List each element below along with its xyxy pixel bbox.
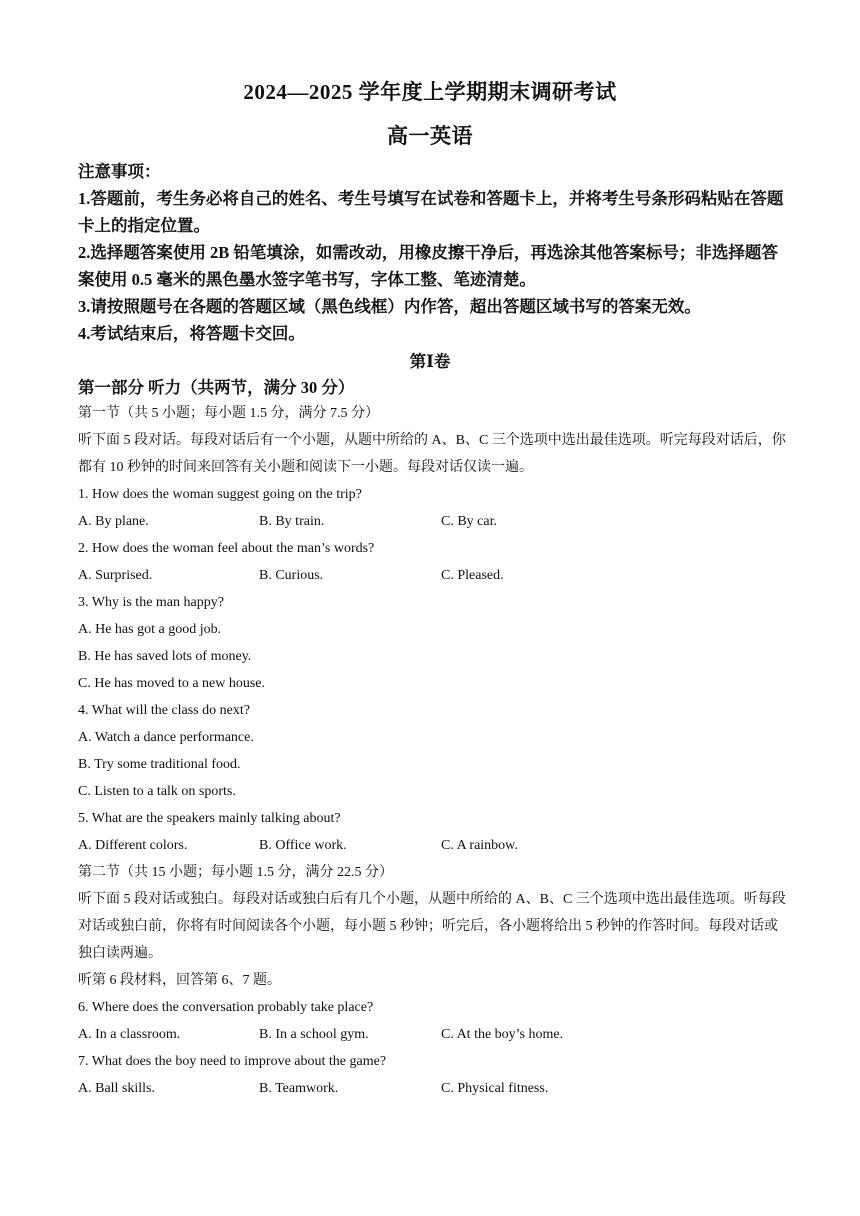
option-c: C. A rainbow. [441,838,518,853]
question-7-options [78,1075,788,1102]
option-c: C. By car. [441,514,497,529]
option-b: B. He has saved lots of money. [78,649,252,664]
question-3-stem: 3. Why is the man happy? [78,595,224,610]
note-item-2: 2.选择题答案使用 2B 铅笔填涂，如需改动，用橡皮擦干净后，再选涂其他答案标号；非选择题答案使用 0.5 毫米的黑色墨水签字笔书写，字体工整、笔迹清楚。 [78,243,778,289]
option-a: A. In a classroom. [78,1027,181,1042]
question-5-stem: 5. What are the speakers mainly talking about? [78,811,341,826]
option-a: A. Surprised. [78,568,153,583]
question-2-options [78,562,788,589]
question-7-stem: 7. What does the boy need to improve about the game? [78,1054,387,1069]
material-6-note: 听第 6 段材料，回答第 6、7 题。 [78,973,281,988]
option-c: C. Listen to a talk on sports. [78,784,236,799]
option-a: A. Watch a dance performance. [78,730,254,745]
option-c: C. He has moved to a new house. [78,676,266,691]
option-a: A. By plane. [78,514,149,529]
option-b: B. Try some traditional food. [78,757,241,772]
section2-instructions: 听下面 5 段对话或独白。每段对话或独白后有几个小题，从题中所给的 A、B、C 三个选项中选出最佳选项。听每段对话或独白前，你将有时间阅读各个小题，每小题 5 秒钟；听完后，各小题将给出 5 秒钟的作答时间。每段对话或独白读两遍。 [78,892,786,961]
option-c: C. Physical fitness. [441,1081,549,1096]
option-a: A. He has got a good job. [78,622,222,637]
question-5-options [78,832,788,859]
note-item-1: 1.答题前，考生务必将自己的姓名、考生号填写在试卷和答题卡上，并将考生号条形码粘贴在答题卡上的指定位置。 [78,189,784,235]
question-2-stem: 2. How does the woman feel about the man’s words? [78,541,375,556]
question-4-stem: 4. What will the class do next? [78,703,250,718]
notes-section [78,158,788,347]
exam-subject: 高一英语 [387,124,473,148]
section2-title: 第二节（共 15 小题；每小题 1.5 分，满分 22.5 分） [78,865,393,880]
question-1-options [78,508,788,535]
question-6-options [78,1021,788,1048]
question-1-stem: 1. How does the woman suggest going on the trip? [78,487,362,502]
part1-title: 第一部分 听力（共两节，满分 30 分） [78,378,355,397]
option-a: A. Ball skills. [78,1081,156,1096]
note-item-3: 3.请按照题号在各题的答题区域（黑色线框）内作答，超出答题区域书写的答案无效。 [78,297,701,316]
question-6-stem: 6. Where does the conversation probably take place? [78,1000,374,1015]
option-c: C. Pleased. [441,568,504,583]
section1-title: 第一节（共 5 小题；每小题 1.5 分，满分 7.5 分） [78,406,379,421]
note-item-4: 4.考试结束后，将答题卡交回。 [78,324,305,343]
notes-heading: 注意事项： [78,162,161,181]
option-b: B. Office work. [259,838,347,853]
volume-title: 第Ⅰ卷 [409,352,451,371]
exam-title: 2024—2025 学年度上学期期末调研考试 [243,80,617,104]
option-b: B. By train. [259,514,325,529]
option-b: B. In a school gym. [259,1027,369,1042]
option-b: B. Teamwork. [259,1081,339,1096]
listening-body [78,400,788,1102]
option-c: C. At the boy’s home. [441,1027,564,1042]
option-b: B. Curious. [259,568,324,583]
section1-instructions: 听下面 5 段对话。每段对话后有一个小题，从题中所给的 A、B、C 三个选项中选出最佳选项。听完每段对话后，你都有 10 秒钟的时间来回答有关小题和阅读下一小题。每段对话仅读一遍。 [78,433,786,475]
option-a: A. Different colors. [78,838,188,853]
